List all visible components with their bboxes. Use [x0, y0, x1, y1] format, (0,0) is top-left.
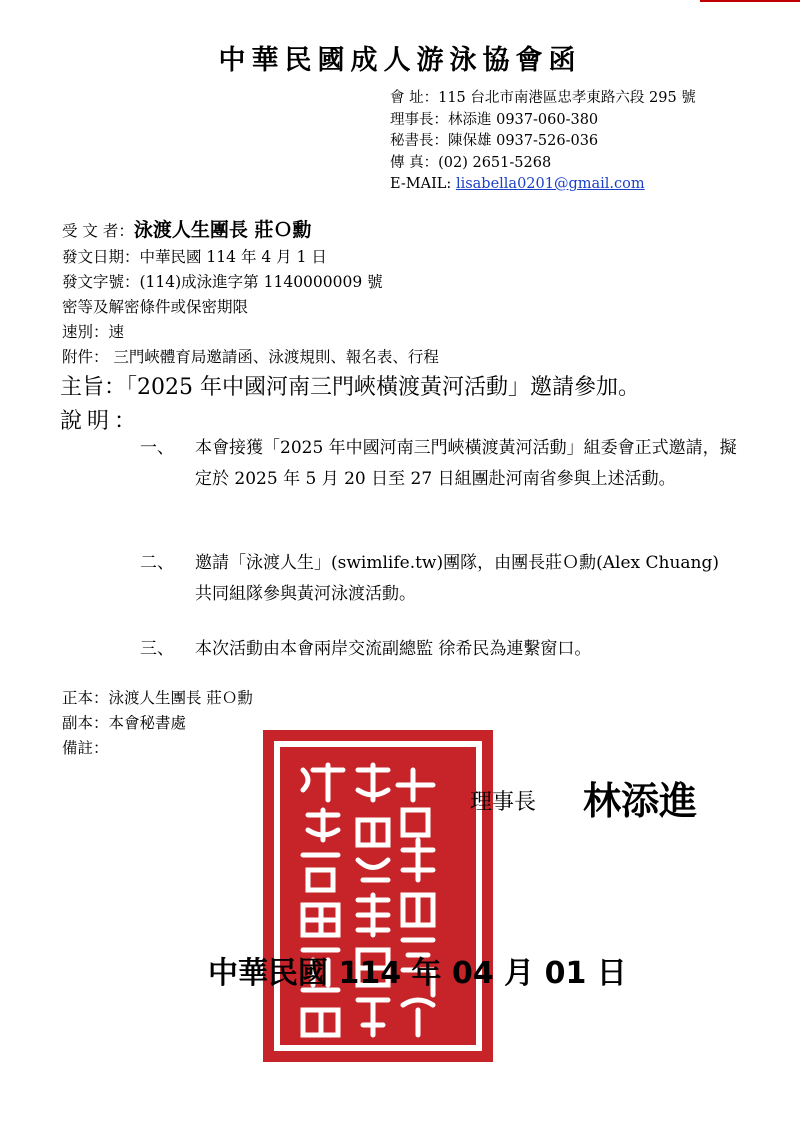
- association-seal-stamp: [263, 730, 493, 1062]
- email-link[interactable]: lisabella0201@gmail.com: [455, 176, 645, 192]
- issue-date-field: 發文日期：中華民國 114 年 4 月 1 日: [62, 248, 327, 266]
- recipient-value: 泳渡人生團長 莊Ｏ勳: [133, 219, 312, 241]
- secretary-contact-line: 秘書長：陳保雄 0937-526-036: [390, 133, 599, 149]
- chairman-name: 林添進: [583, 779, 698, 823]
- item-text: 本次活動由本會兩岸交流副總監 徐希民為連繫窗口。: [195, 639, 592, 659]
- email-line: [390, 174, 696, 196]
- item-number: 三、: [140, 639, 174, 659]
- item-text: 邀請「泳渡人生」(swimlife.tw)團隊，由團長莊Ｏ勳(Alex Chuang) 共同組隊參與黃河泳渡活動。: [195, 553, 720, 604]
- letterhead-title: 中華民國成人游泳協會函: [218, 45, 582, 76]
- attachments-field: 附件： 三門峽體育局邀請函、泳渡規則、報名表、行程: [62, 348, 439, 366]
- top-red-rule: [700, 0, 800, 2]
- fax-line: 傳 真：(02) 2651-5268: [390, 154, 552, 171]
- recipient-row: [62, 215, 311, 242]
- chairman-title: 理事長: [470, 790, 537, 815]
- letterhead-contact-block: [390, 88, 696, 196]
- subject-line: 主旨：「2025 年中國河南三門峽橫渡黃河活動」邀請參加。: [60, 375, 640, 400]
- email-label: E-MAIL:: [390, 176, 456, 192]
- explanation-item-2: [140, 548, 740, 610]
- recipient-label: 受 文 者：: [62, 222, 134, 240]
- chairman-contact-line: 理事長：林添進 0937-060-380: [390, 111, 599, 128]
- explanation-label: 說明：: [60, 409, 142, 434]
- secrecy-field: 密等及解密條件或保密期限: [62, 298, 249, 316]
- original-recipient-field: 正本：泳渡人生團長 莊Ｏ勳: [62, 689, 253, 707]
- item-number: 二、: [140, 553, 174, 573]
- document-number-field: 發文字號：(114)成泳進字第 1140000009 號: [62, 273, 383, 291]
- item-number: 一、: [140, 438, 174, 458]
- explanation-item-3: [140, 634, 740, 665]
- copy-recipient-field: 副本：本會秘書處: [62, 714, 187, 732]
- remarks-field: 備註：: [62, 739, 109, 757]
- item-text: 本會接獲「2025 年中國河南三門峽橫渡黃河活動」組委會正式邀請，擬定於 2025 年 5 月 20 日至 27 日組團赴河南省參與上述活動。: [195, 438, 737, 489]
- address-line: 會 址：115 台北市南港區忠孝東路六段 295 號: [390, 90, 696, 106]
- speed-field: 速別：速: [62, 323, 125, 341]
- signing-date: 中華民國 114 年 04 月 01 日: [208, 956, 627, 991]
- explanation-item-1: [140, 433, 740, 495]
